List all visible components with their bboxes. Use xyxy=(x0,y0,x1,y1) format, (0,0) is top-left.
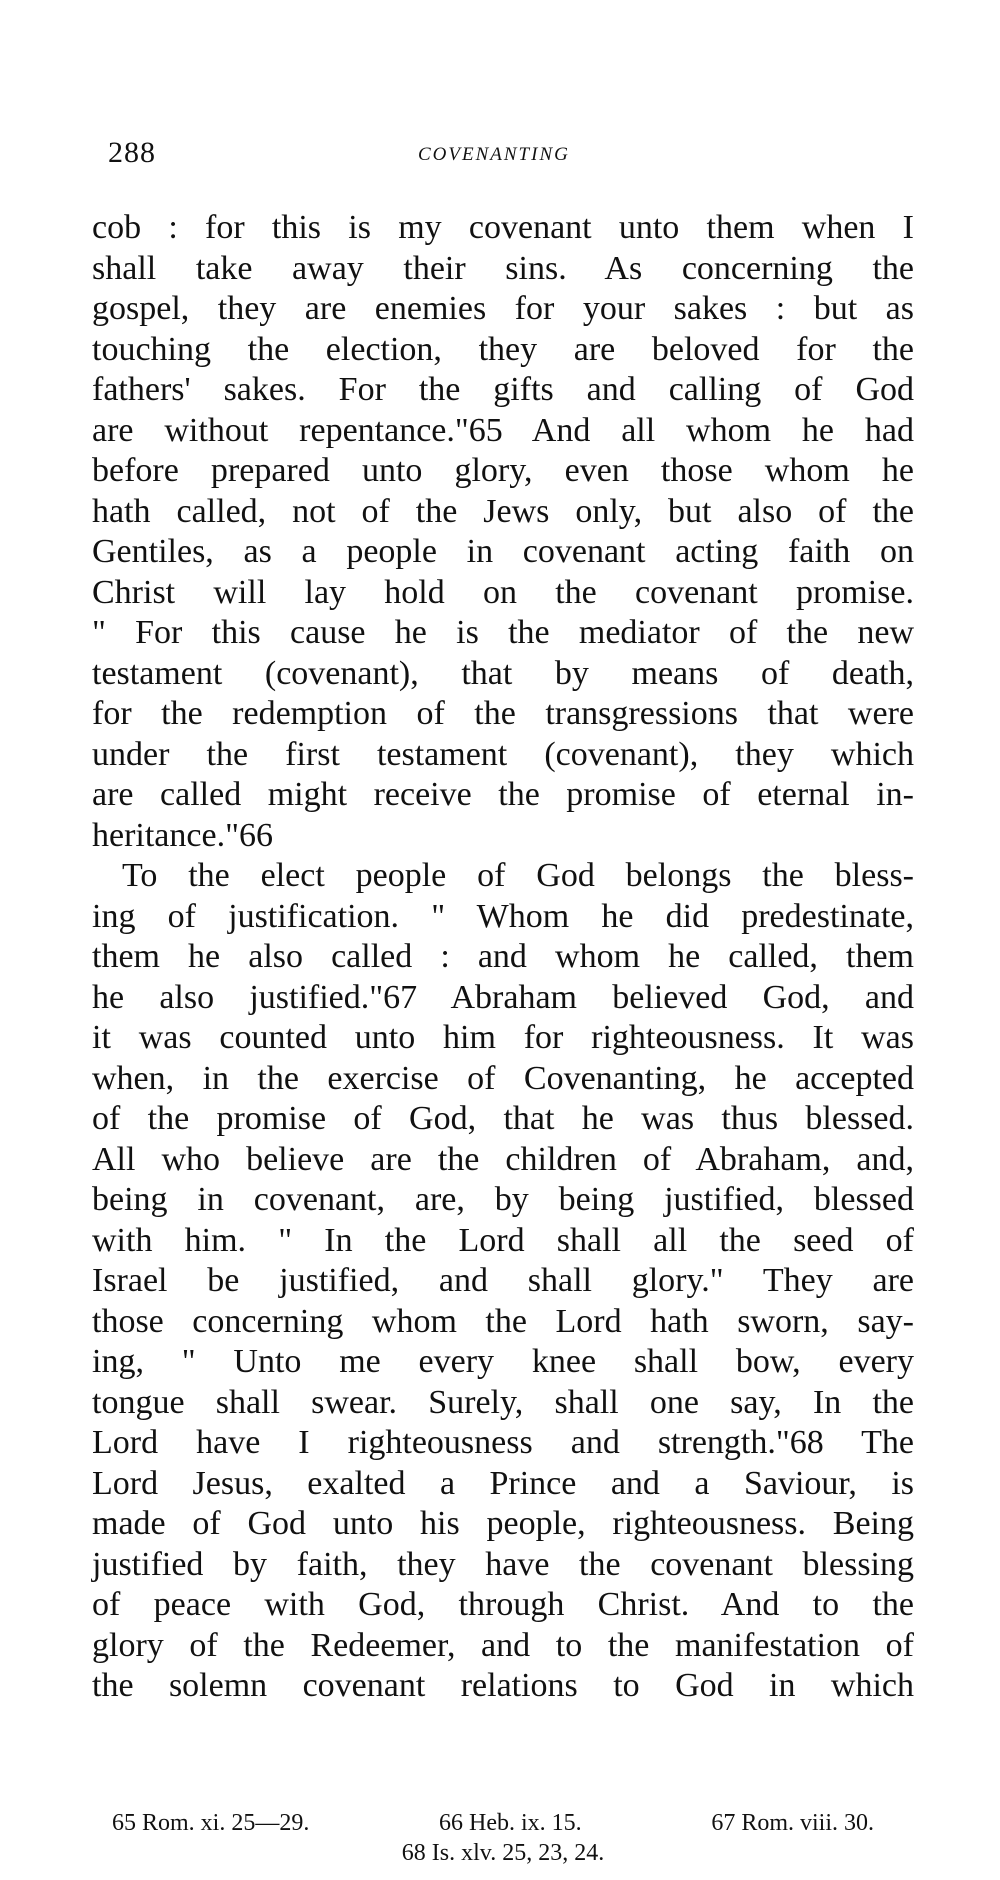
text-line: cob : for this is my covenant unto them when I xyxy=(92,209,914,246)
text-line: fathers' sakes. For the gifts and calling of God xyxy=(92,371,914,408)
footnote-row xyxy=(92,1838,914,1868)
text-line: them he also called : and whom he called, them xyxy=(92,938,914,975)
page-number: 288 xyxy=(108,136,156,169)
text-line: testament (covenant), that by means of death, xyxy=(92,654,914,692)
footnote-67: 67 Rom. viii. 30. xyxy=(711,1810,874,1836)
text-line: it was counted unto him for righteousness. It was xyxy=(92,1019,914,1056)
text-line: are without repentance."65 And all whom he had xyxy=(92,411,914,449)
footnote-66: 66 Heb. ix. 15. xyxy=(439,1810,582,1836)
body-text xyxy=(92,208,914,1707)
text-line: ing, " Unto me every knee shall bow, every xyxy=(92,1343,914,1380)
text-line: Lord Jesus, exalted a Prince and a Saviour, is xyxy=(92,1464,914,1502)
text-line: Israel be justified, and shall glory." They are xyxy=(92,1262,914,1299)
text-line: being in covenant, are, by being justified, blessed xyxy=(92,1181,914,1218)
text-line: gospel, they are enemies for your sakes : but as xyxy=(92,290,914,327)
text-line: Gentiles, as a people in covenant acting faith on xyxy=(92,533,914,570)
text-line: before prepared unto glory, even those whom he xyxy=(92,452,914,489)
text-line: the solemn covenant relations to God in which xyxy=(92,1667,914,1704)
text-line: under the first testament (covenant), they which xyxy=(92,735,914,773)
text-line: when, in the exercise of Covenanting, he accepted xyxy=(92,1059,914,1097)
text-line: are called might receive the promise of eternal in- xyxy=(92,776,914,813)
text-line: tongue shall swear. Surely, shall one say, In the xyxy=(92,1383,914,1421)
text-line: for the redemption of the transgressions that were xyxy=(92,695,914,732)
text-line: of peace with God, through Christ. And to the xyxy=(92,1586,914,1623)
page-header xyxy=(108,136,928,176)
text-line: Christ will lay hold on the covenant promise. xyxy=(92,573,914,611)
footnote-row xyxy=(92,1808,914,1838)
footnotes xyxy=(92,1808,914,1868)
text-line: All who believe are the children of Abraham, and, xyxy=(92,1140,914,1178)
running-title: COVENANTING xyxy=(418,144,570,165)
text-line: made of God unto his people, righteousness. Being xyxy=(92,1505,914,1542)
text-line: touching the election, they are beloved for the xyxy=(92,330,914,368)
text-line: he also justified."67 Abraham believed God, and xyxy=(92,978,914,1016)
footnote-68: 68 Is. xlv. 25, 23, 24. xyxy=(401,1840,605,1866)
text-line: ing of justification. " Whom he did predestinate, xyxy=(92,897,914,935)
text-line-paragraph-end: heritance."66 xyxy=(92,816,273,854)
text-line: with him. " In the Lord shall all the seed of xyxy=(92,1221,914,1259)
text-line: shall take away their sins. As concerning the xyxy=(92,249,914,287)
text-line: justified by faith, they have the covenant blessing xyxy=(92,1545,914,1583)
text-line: " For this cause he is the mediator of the new xyxy=(92,614,914,651)
text-line: Lord have I righteousness and strength."68 The xyxy=(92,1424,914,1461)
footnote-65: 65 Rom. xi. 25—29. xyxy=(112,1810,310,1836)
text-line: hath called, not of the Jews only, but also of the xyxy=(92,492,914,530)
text-line: those concerning whom the Lord hath sworn, say- xyxy=(92,1302,914,1340)
text-line: of the promise of God, that he was thus blessed. xyxy=(92,1100,914,1137)
text-line-paragraph-start: To the elect people of God belongs the bless- xyxy=(122,857,914,894)
text-line: glory of the Redeemer, and to the manifestation of xyxy=(92,1626,914,1664)
